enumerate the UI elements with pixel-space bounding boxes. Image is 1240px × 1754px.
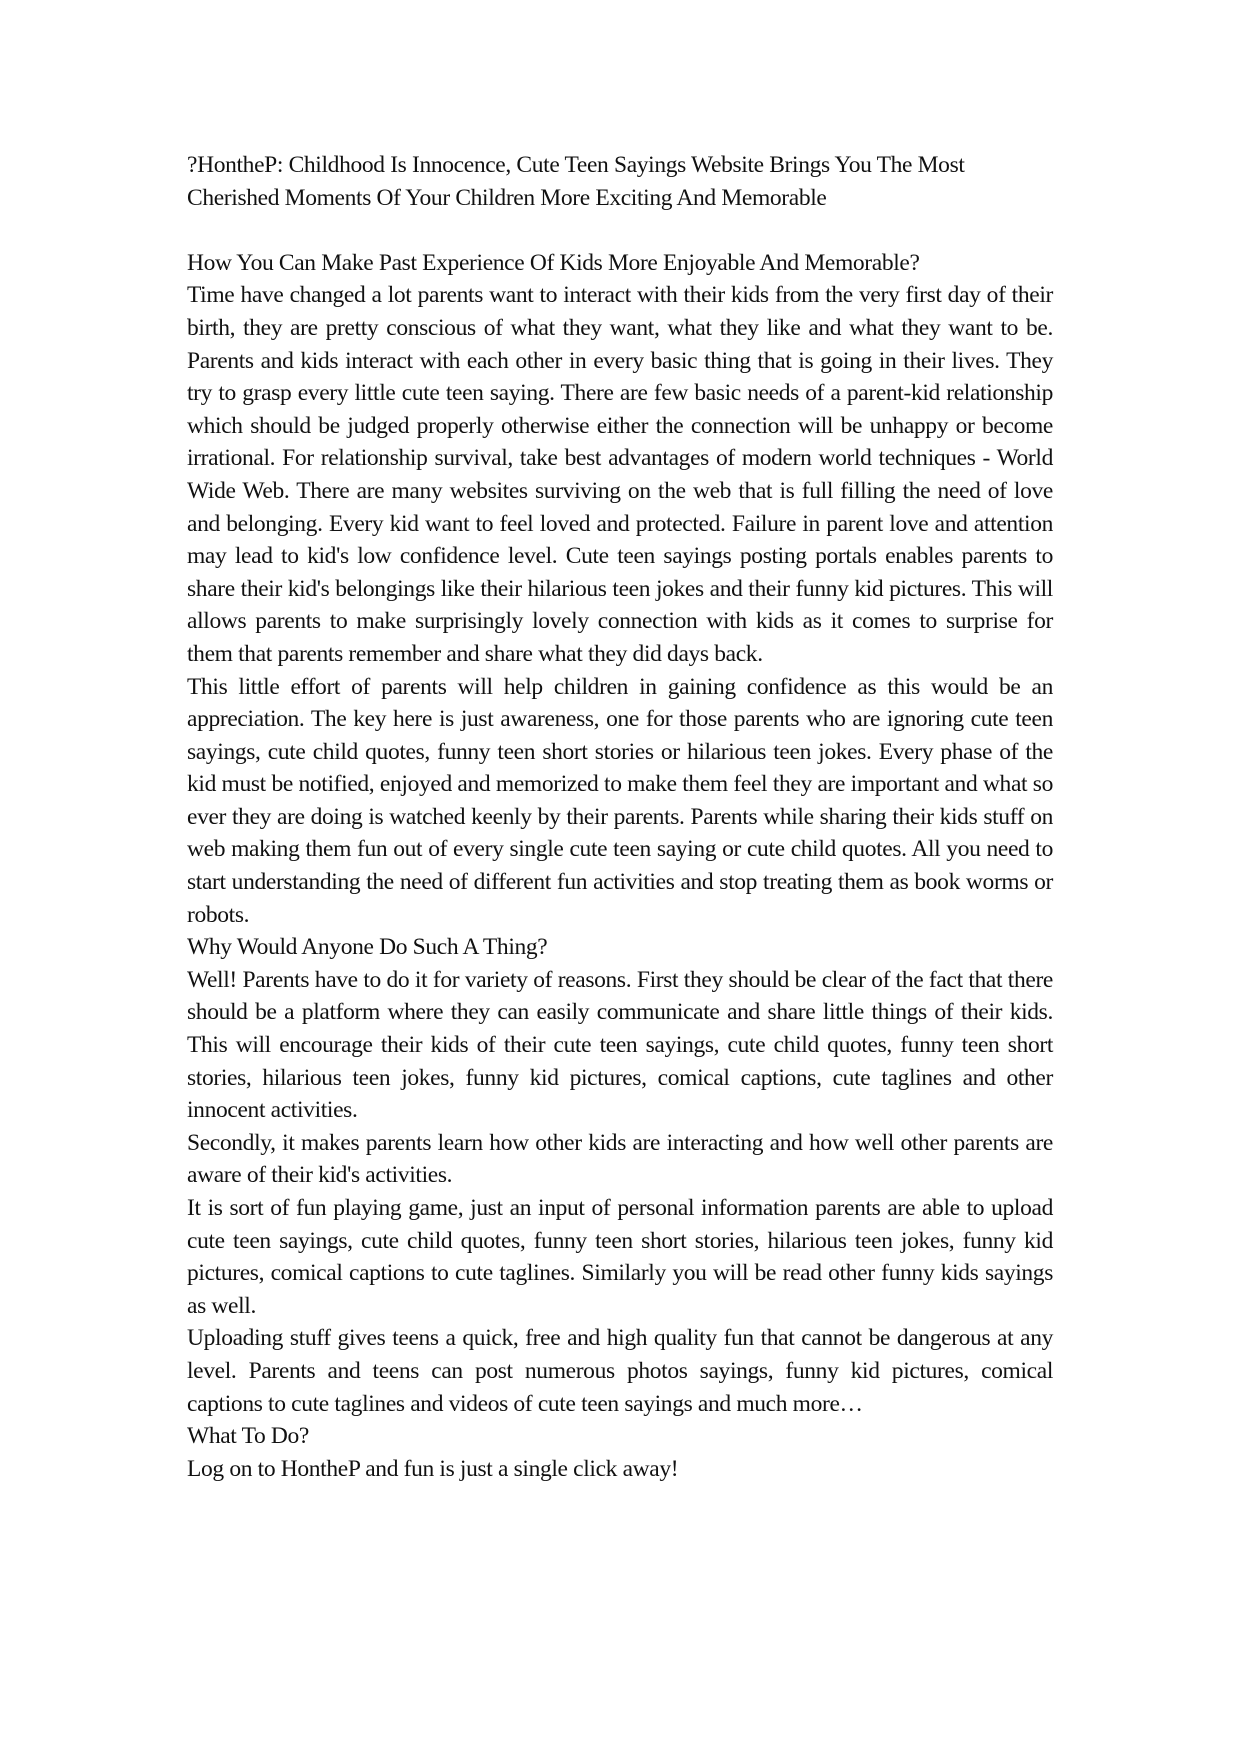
paragraph: Log on to HontheP and fun is just a single click away! bbox=[187, 1455, 679, 1482]
paragraph: It is sort of fun playing game, just an input of personal information parents are able to upload cute teen sayings, cute child quotes, funny teen short stories, hilarious teen jokes, funny kid pictures, comical captions to cute taglines. Similarly you will be read other funny kids sayings as well. bbox=[187, 1195, 1053, 1319]
paragraph: Well! Parents have to do it for variety of reasons. First they should be clear of the fact that there should be a platform where they can easily communicate and share little things of their kids. This will encourage their kids of their cute teen sayings, cute child quotes, funny teen short stories, hilarious teen jokes, funny kid pictures, comical captions, cute taglines and other innocent activities. bbox=[187, 966, 1053, 1124]
section-past-experience bbox=[187, 247, 1053, 931]
document-page bbox=[187, 149, 1053, 1485]
paragraph: Time have changed a lot parents want to interact with their kids from the very first day of their birth, they are pretty conscious of what they want, what they like and what they want to be. Parents and kids interact with each other in every basic thing that is going in their lives. They try to grasp every little cute teen saying. There are few basic needs of a parent-kid relationship which should be judged properly otherwise either the connection will be unhappy or become irrational. For relationship survival, take best advantages of modern world techniques - World Wide Web. There are many websites surviving on the web that is full filling the need of love and belonging. Every kid want to feel loved and protected. Failure in parent love and attention may lead to kid's low confidence level. Cute teen sayings posting portals enables parents to share their kid's belongings like their hilarious teen jokes and their funny kid pictures. This will allows parents to make surprisingly lovely connection with kids as it comes to surprise for them that parents remember and share what they did days back. bbox=[187, 282, 1053, 667]
section-heading: What To Do? bbox=[187, 1423, 309, 1450]
document-title: ?HontheP: Childhood Is Innocence, Cute Teen Sayings Website Brings You The Most Cherished Moments Of Your Children More Exciting And Memorable bbox=[187, 152, 965, 211]
section-what-to-do bbox=[187, 1420, 1053, 1485]
paragraph: Uploading stuff gives teens a quick, free and high quality fun that cannot be dangerous at any level. Parents and teens can post numerous photos sayings, funny kid pictures, comical captions to cute taglines and videos of cute teen sayings and much more… bbox=[187, 1325, 1053, 1417]
section-heading: Why Would Anyone Do Such A Thing? bbox=[187, 934, 548, 961]
paragraph: Secondly, it makes parents learn how other kids are interacting and how well other parents are aware of their kid's activities. bbox=[187, 1129, 1053, 1189]
paragraph: This little effort of parents will help children in gaining confidence as this would be an appreciation. The key here is just awareness, one for those parents who are ignoring cute teen sayings, cute child quotes, funny teen short stories or hilarious teen jokes. Every phase of the kid must be notified, enjoyed and memorized to make them feel they are important and what so ever they are doing is watched keenly by their parents. Parents while sharing their kids stuff on web making them fun out of every single cute teen saying or cute child quotes. All you need to start understanding the need of different fun activities and stop treating them as book worms or robots. bbox=[187, 673, 1053, 928]
section-heading: How You Can Make Past Experience Of Kids More Enjoyable And Memorable? bbox=[187, 249, 920, 276]
section-why bbox=[187, 931, 1053, 1420]
